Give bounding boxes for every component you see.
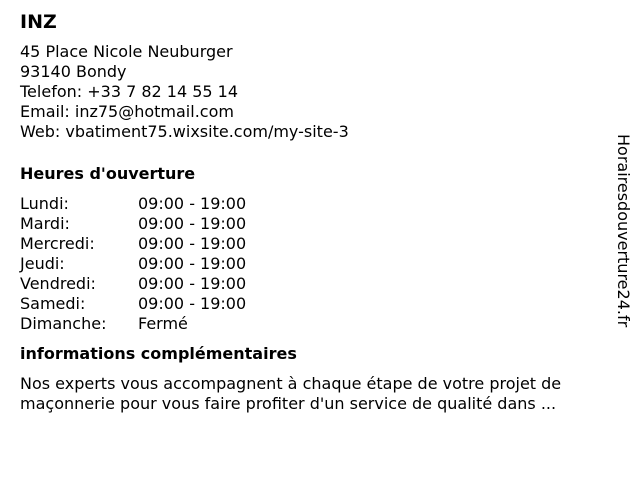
hours-row-tuesday: [20, 214, 610, 234]
info-title: informations complémentaires: [20, 344, 297, 363]
time-value: 09:00 - 19:00: [138, 214, 247, 233]
time-value: 09:00 - 19:00: [138, 194, 247, 213]
time-value: 09:00 - 19:00: [138, 274, 247, 293]
hours-row-saturday: [20, 294, 610, 314]
side-brand-watermark: [612, 134, 636, 348]
day-label: Lundi:: [20, 194, 69, 213]
hours-row-wednesday: [20, 234, 610, 254]
address-line-2: 93140 Bondy: [20, 62, 127, 81]
hours-row-friday: [20, 274, 610, 294]
hours-table: [20, 194, 610, 334]
time-value: 09:00 - 19:00: [138, 254, 247, 273]
web-line: Web: vbatiment75.wixsite.com/my-site-3: [20, 122, 349, 141]
time-value: 09:00 - 19:00: [138, 234, 247, 253]
phone-line: Telefon: +33 7 82 14 55 14: [20, 82, 239, 101]
day-label: Vendredi:: [20, 274, 96, 293]
hours-title: Heures d'ouverture: [20, 164, 196, 183]
hours-row-monday: [20, 194, 610, 214]
business-name: INZ: [20, 11, 57, 33]
side-brand-text: Horairesdouverture24.fr: [614, 134, 633, 328]
day-label: Samedi:: [20, 294, 86, 313]
day-label: Mercredi:: [20, 234, 95, 253]
time-value: 09:00 - 19:00: [138, 294, 247, 313]
business-card: [20, 8, 610, 414]
time-value: Fermé: [138, 314, 188, 333]
email-line: Email: inz75@hotmail.com: [20, 102, 234, 121]
day-label: Jeudi:: [20, 254, 65, 273]
day-label: Mardi:: [20, 214, 70, 233]
hours-row-sunday: [20, 314, 610, 334]
address-line-1: 45 Place Nicole Neuburger: [20, 42, 233, 61]
day-label: Dimanche:: [20, 314, 107, 333]
hours-row-thursday: [20, 254, 610, 274]
info-text: Nos experts vous accompagnent à chaque étape de votre projet de maçonnerie pour vous faire profiter d'un service de qualité dans ...: [20, 374, 562, 413]
